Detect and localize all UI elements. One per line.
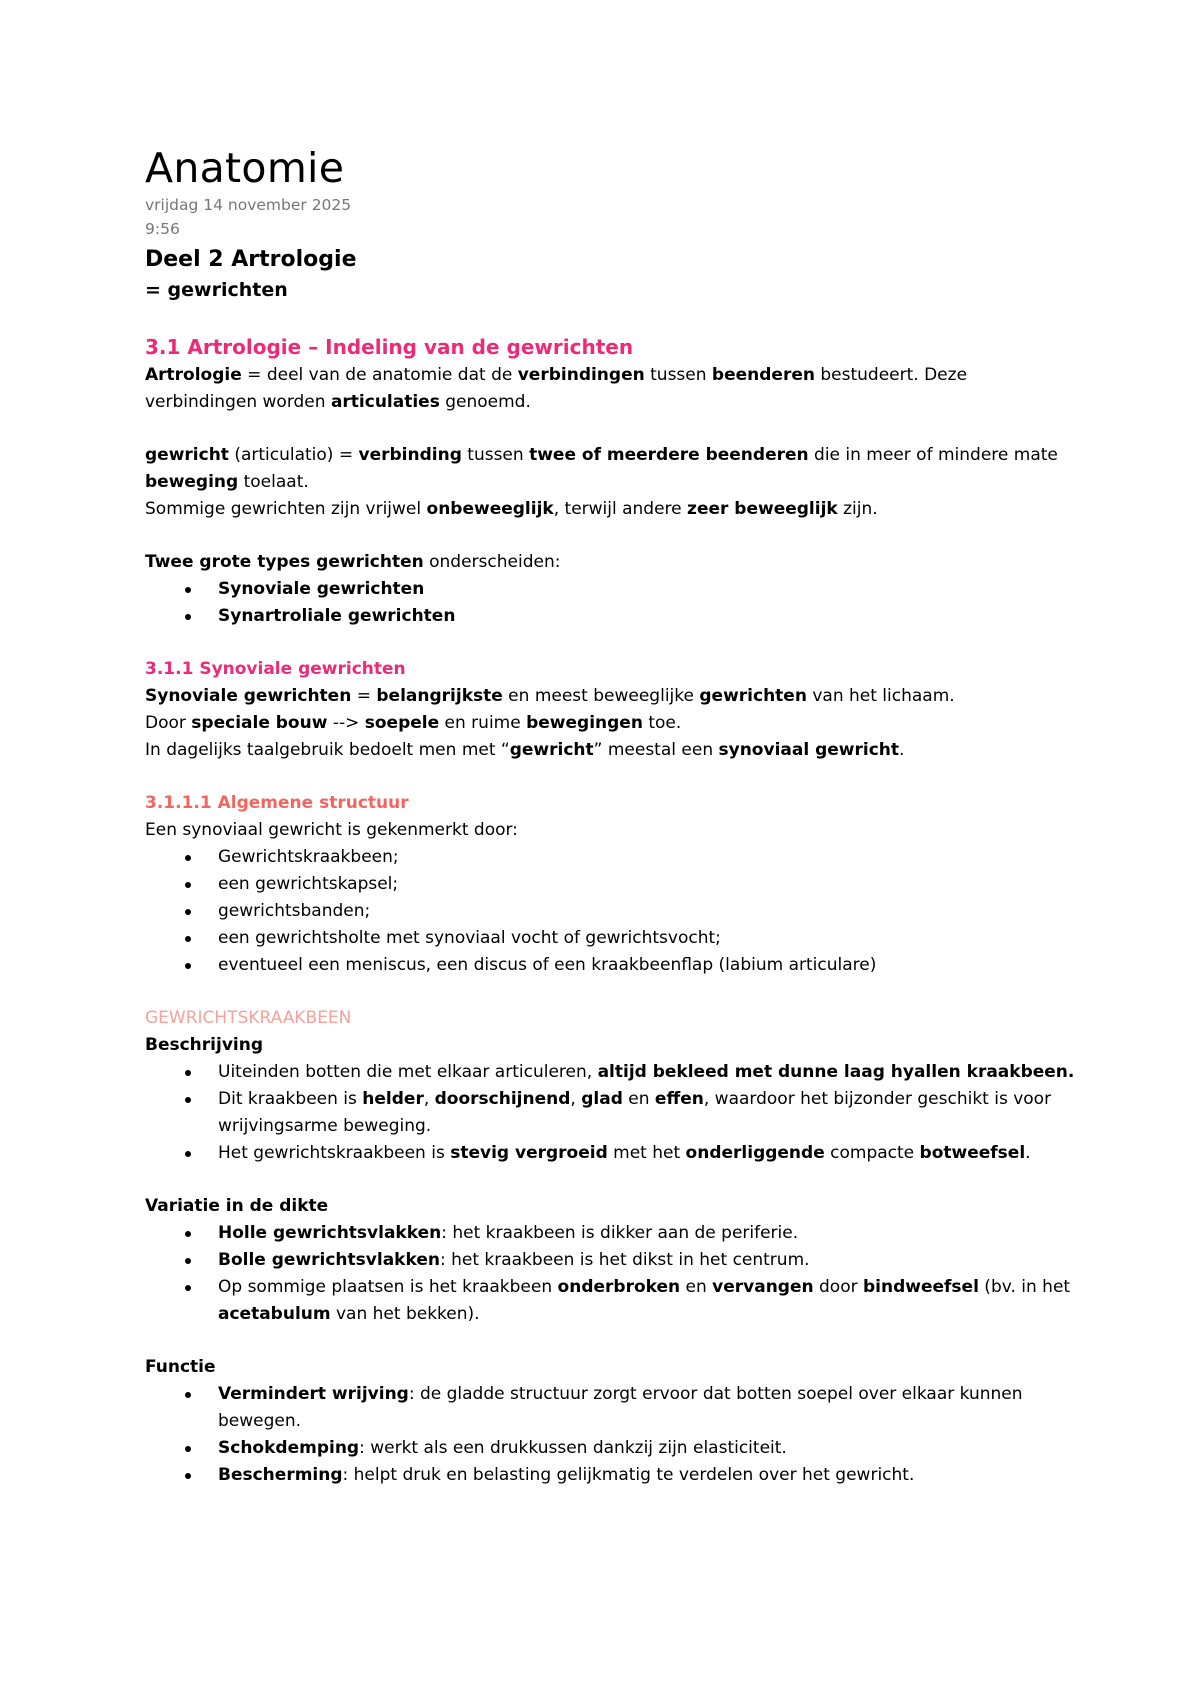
bullet-icon	[185, 1473, 191, 1479]
list-variatie	[145, 1220, 1075, 1328]
bold-term: glad	[581, 1089, 623, 1109]
paragraph-gewricht: gewricht (articulatio) = verbinding tussen twee of meerdere beenderen die in meer of mindere mate beweging toelaat.	[145, 445, 1058, 492]
bullet-icon	[185, 1392, 191, 1398]
list-item	[145, 603, 1075, 630]
bullet-icon	[185, 882, 191, 888]
bold-term: Synartroliale gewrichten	[218, 606, 456, 626]
bold-term: botweefsel	[919, 1143, 1026, 1163]
label-variatie: Variatie in de dikte	[145, 1196, 329, 1216]
bold-term: Bescherming	[218, 1465, 343, 1485]
list-item: Vermindert wrijving: de gladde structuur zorgt ervoor dat botten soepel over elkaar kunnen bewegen.	[145, 1381, 1075, 1435]
list-item: een gewrichtskapsel;	[145, 871, 1075, 898]
paragraph-structuur-intro: Een synoviaal gewricht is gekenmerkt door:	[145, 820, 518, 840]
bold-term: doorschijnend	[434, 1089, 571, 1109]
list-item: Het gewrichtskraakbeen is stevig vergroeid met het onderliggende compacte botweefsel.	[145, 1140, 1075, 1167]
bullet-icon	[185, 587, 191, 593]
bold-term: gewrichten	[699, 686, 807, 706]
bullet-icon	[185, 614, 191, 620]
bold-term: verbinding	[358, 445, 462, 465]
bold-term: gewricht	[509, 740, 594, 760]
bold-term: Holle gewrichtsvlakken	[218, 1223, 442, 1243]
page-time: 9:56	[145, 220, 180, 238]
list-item	[145, 576, 1075, 603]
bold-term: Artrologie	[145, 365, 242, 385]
bullet-icon	[185, 1151, 191, 1157]
bold-term: verbindingen	[517, 365, 645, 385]
list-item: Holle gewrichtsvlakken: het kraakbeen is dikker aan de periferie.	[145, 1220, 1075, 1247]
list-functie	[145, 1381, 1075, 1489]
list-beschrijving	[145, 1059, 1075, 1167]
list-gewricht-types	[145, 576, 1075, 630]
bold-term: effen	[654, 1089, 704, 1109]
paragraph-synoviale-1: Synoviale gewrichten = belangrijkste en meest beweeglijke gewrichten van het lichaam.	[145, 686, 955, 706]
bullet-icon	[185, 1231, 191, 1237]
bold-term: articulaties	[330, 392, 440, 412]
paragraph-types-intro: Twee grote types gewrichten onderscheiden:	[145, 552, 561, 572]
bullet-icon	[185, 936, 191, 942]
bold-term: zeer beweeglijk	[687, 499, 838, 519]
paragraph-synoviale-3: In dagelijks taalgebruik bedoelt men met “gewricht” meestal een synoviaal gewricht.	[145, 740, 905, 760]
bullet-icon	[185, 1446, 191, 1452]
list-item: een gewrichtsholte met synoviaal vocht of gewrichtsvocht;	[145, 925, 1075, 952]
bold-term: Schokdemping	[218, 1438, 360, 1458]
bold-term: bindweefsel	[863, 1277, 979, 1297]
list-item: Dit kraakbeen is helder, doorschijnend, glad en effen, waardoor het bijzonder geschikt is voor wrijvingsarme beweging.	[145, 1086, 1075, 1140]
bold-term: beenderen	[711, 365, 815, 385]
list-item: gewrichtsbanden;	[145, 898, 1075, 925]
list-structuur	[145, 844, 1075, 979]
bold-term: Synoviale gewrichten	[218, 579, 425, 599]
label-beschrijving: Beschrijving	[145, 1035, 264, 1055]
bold-term: synoviaal gewricht	[718, 740, 900, 760]
bullet-icon	[185, 909, 191, 915]
list-item: Schokdemping: werkt als een drukkussen dankzij zijn elasticiteit.	[145, 1435, 1075, 1462]
list-item: Op sommige plaatsen is het kraakbeen onderbroken en vervangen door bindweefsel (bv. in het acetabulum van het bekken).	[145, 1274, 1075, 1328]
list-item: Uiteinden botten die met elkaar articuleren, altijd bekleed met dunne laag hyallen kraakbeen.	[145, 1059, 1075, 1086]
bold-term: belangrijkste	[376, 686, 503, 706]
list-item: Bescherming: helpt druk en belasting gelijkmatig te verdelen over het gewricht.	[145, 1462, 1075, 1489]
bold-term: onderbroken	[557, 1277, 681, 1297]
bold-term: Bolle gewrichtsvlakken	[218, 1250, 440, 1270]
page-title: Anatomie	[145, 144, 345, 192]
bullet-icon	[185, 1285, 191, 1291]
part-subtitle: = gewrichten	[145, 279, 288, 301]
bullet-icon	[185, 1070, 191, 1076]
bold-term: bewegingen	[526, 713, 643, 733]
paragraph-synoviale-2: Door speciale bouw --> soepele en ruime bewegingen toe.	[145, 713, 682, 733]
section-heading-3-1-1-1: 3.1.1.1 Algemene structuur	[145, 793, 409, 813]
list-item: Gewrichtskraakbeen;	[145, 844, 1075, 871]
label-functie: Functie	[145, 1357, 216, 1377]
bold-term: soepele	[364, 713, 440, 733]
bold-term: Vermindert wrijving	[218, 1384, 409, 1404]
bullet-icon	[185, 1097, 191, 1103]
part-heading: Deel 2 Artrologie	[145, 247, 357, 272]
bullet-icon	[185, 855, 191, 861]
bold-term: acetabulum	[218, 1304, 331, 1324]
list-item: Bolle gewrichtsvlakken: het kraakbeen is het dikst in het centrum.	[145, 1247, 1075, 1274]
bullet-icon	[185, 963, 191, 969]
bold-term: Synoviale gewrichten	[145, 686, 352, 706]
section-heading-3-1-1: 3.1.1 Synoviale gewrichten	[145, 659, 406, 679]
bold-term: stevig vergroeid	[450, 1143, 608, 1163]
bold-term: helder	[362, 1089, 424, 1109]
bullet-icon	[185, 1258, 191, 1264]
bold-term: vervangen	[712, 1277, 814, 1297]
list-item: eventueel een meniscus, een discus of een kraakbeenflap (labium articulare)	[145, 952, 1075, 979]
paragraph-beweeglijkheid: Sommige gewrichten zijn vrijwel onbeweeglijk, terwijl andere zeer beweeglijk zijn.	[145, 499, 878, 519]
bold-term: Twee grote types gewrichten	[145, 552, 424, 572]
bold-term: gewricht	[145, 445, 229, 465]
bold-term: altijd bekleed met dunne laag hyallen kraakbeen.	[597, 1062, 1075, 1082]
document-page	[145, 143, 1075, 1489]
section-heading-3-1: 3.1 Artrologie – Indeling van de gewrichten	[145, 335, 634, 359]
section-heading-gewrichtskraakbeen: GEWRICHTSKRAAKBEEN	[145, 1008, 352, 1028]
bold-term: beweging	[145, 472, 239, 492]
bold-term: onderliggende	[685, 1143, 825, 1163]
bold-term: onbeweeglijk	[426, 499, 554, 519]
page-date: vrijdag 14 november 2025	[145, 196, 352, 214]
bold-term: twee of meerdere beenderen	[529, 445, 809, 465]
bold-term: speciale bouw	[191, 713, 328, 733]
paragraph-artrologie: Artrologie = deel van de anatomie dat de verbindingen tussen beenderen bestudeert. Deze verbindingen worden articulaties genoemd.	[145, 365, 968, 412]
